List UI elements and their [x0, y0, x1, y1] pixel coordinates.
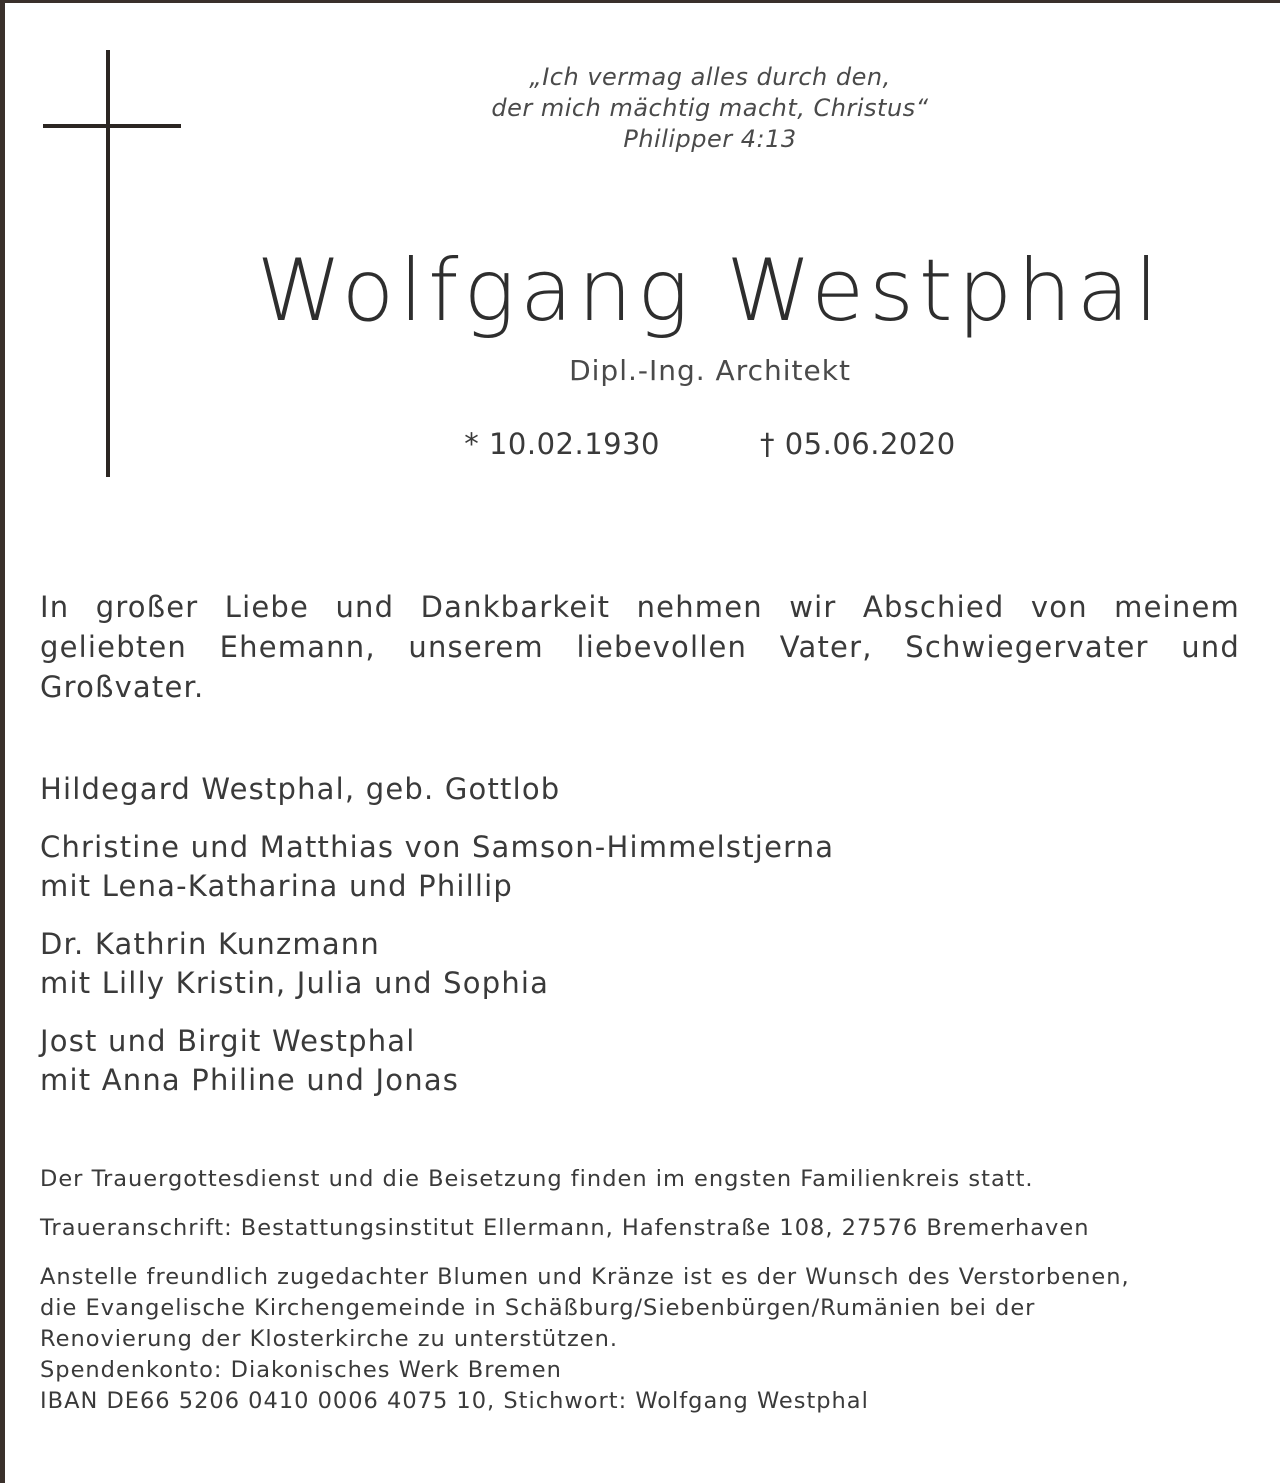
death-date: † 05.06.2020: [760, 427, 956, 461]
family-line: Hildegard Westphal, geb. Gottlob: [40, 772, 561, 806]
service-note: Der Trauergottesdienst und die Beisetzung finden im engsten Familienkreis statt.: [40, 1166, 1034, 1192]
deceased-title: Dipl.-Ing. Architekt: [569, 354, 851, 387]
quote-line-2: der mich mächtig macht, Christus“: [491, 94, 929, 122]
donation-line: Anstelle freundlich zugedachter Blumen und Kränze ist es der Wunsch des Verstorbenen,: [40, 1264, 1130, 1290]
donation-line: die Evangelische Kirchengemeinde in Schäßburg/Siebenbürgen/Rumänien bei der: [40, 1295, 1036, 1321]
birth-date: * 10.02.1930: [464, 427, 660, 461]
deceased-name: Wolfgang Westphal: [256, 241, 1164, 341]
farewell-text: In großer Liebe und Dankbarkeit nehmen wir Abschied von meinem geliebten Ehemann, unserem liebevollen Vater, Schwiegervater und Großvater.: [40, 590, 1240, 704]
family-line: Christine und Matthias von Samson-Himmelstjerna: [40, 830, 835, 864]
donation-account: Spendenkonto: Diakonisches Werk Bremen: [40, 1357, 562, 1383]
family-line: Dr. Kathrin Kunzmann: [40, 927, 380, 961]
family-line: mit Lilly Kristin, Julia und Sophia: [40, 966, 550, 1000]
family-group: [40, 925, 1240, 1003]
family-group: [40, 770, 1240, 809]
quote-reference: Philipper 4:13: [623, 125, 797, 153]
life-dates: [310, 427, 1110, 461]
bible-quote: [310, 62, 1110, 155]
cross-icon: [106, 50, 110, 477]
donation-line: Renovierung der Klosterkirche zu unterstützen.: [40, 1326, 619, 1352]
family-group: [40, 828, 1240, 906]
family-line: mit Anna Philine und Jonas: [40, 1063, 460, 1097]
family-line: mit Lena-Katharina und Phillip: [40, 869, 514, 903]
donation-iban: IBAN DE66 5206 0410 0006 4075 10, Stichwort: Wolfgang Westphal: [40, 1388, 869, 1414]
quote-line-1: „Ich vermag alles durch den,: [529, 63, 891, 91]
address-note: Traueranschrift: Bestattungsinstitut Ellermann, Hafenstraße 108, 27576 Bremerhaven: [40, 1215, 1090, 1241]
family-group: [40, 1022, 1240, 1100]
cross-icon-bar: [43, 124, 181, 128]
family-list: [40, 770, 1240, 1119]
family-line: Jost und Birgit Westphal: [40, 1024, 416, 1058]
notes-section: [40, 1164, 1250, 1417]
